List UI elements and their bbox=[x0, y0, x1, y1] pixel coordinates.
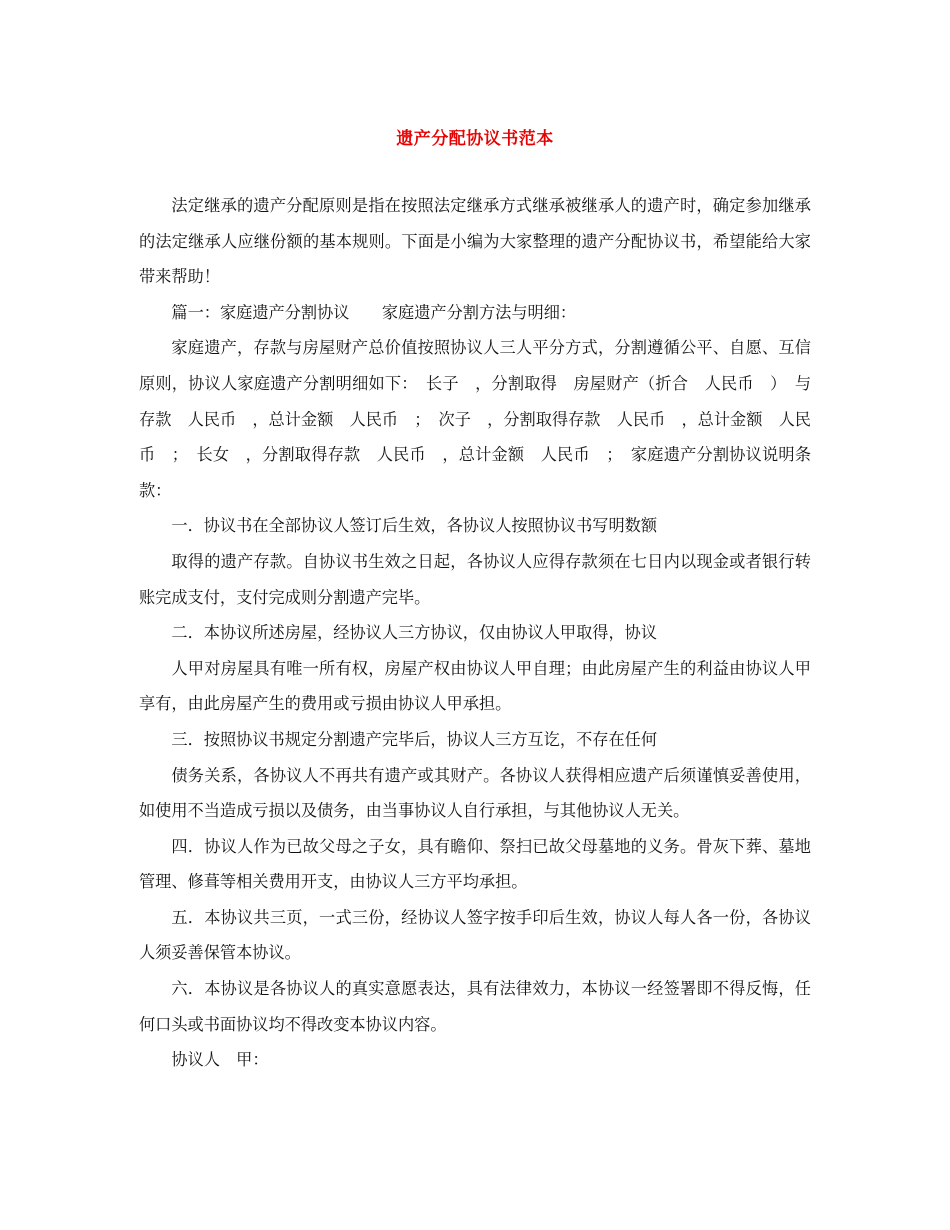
document-body bbox=[139, 188, 811, 1078]
paragraph-signatory: 协议人 甲： bbox=[171, 1050, 269, 1070]
paragraph-clause-2-body: 人甲对房屋具有唯一所有权，房屋产权由协议人甲自理；由此房屋产生的利益由协议人甲享有，由此房屋产生的费用或亏损由协议人甲承担。 bbox=[139, 658, 811, 714]
paragraph-clause-6: 六．本协议是各协议人的真实意愿表达，具有法律效力，本协议一经签署即不得反悔，任何口头或书面协议均不得改变本协议内容。 bbox=[139, 979, 811, 1034]
paragraph-section-heading: 篇一：家庭遗产分割协议 家庭遗产分割方法与明细： bbox=[171, 302, 577, 322]
paragraph-clause-3-body: 债务关系，各协议人不再共有遗产或其财产。各协议人获得相应遗产后须谨慎妥善使用，如使用不当造成亏损以及债务，由当事协议人自行承担，与其他协议人无关。 bbox=[139, 765, 811, 821]
paragraph-clause-2-heading: 二．本协议所述房屋，经协议人三方协议，仅由协议人甲取得，协议 bbox=[171, 623, 658, 643]
paragraph-clause-4: 四．协议人作为已故父母之子女，具有瞻仰、祭扫已故父母墓地的义务。骨灰下葬、墓地管理、修葺等相关费用开支，由协议人三方平均承担。 bbox=[139, 836, 811, 892]
document-title: 遗产分配协议书范本 bbox=[396, 129, 554, 149]
paragraph-clause-1-body: 取得的遗产存款。自协议书生效之日起，各协议人应得存款须在七日内以现金或者银行转账完成支付，支付完成则分割遗产完毕。 bbox=[139, 551, 811, 607]
paragraph-distribution-details: 家庭遗产，存款与房屋财产总价值按照协议人三人平分方式，分割遵循公平、自愿、互信原则，协议人家庭遗产分割明细如下： 长子 ，分割取得 房屋财产（折合 人民币 ） 与存款 人民币 ，总计金额 人民币 ； 次子 ，分割取得存款 人民币 ，总计金额 人民币 ； 长女 ，分割取得存款 人民币 ，总计金额 人民币 ； 家庭遗产分割协议说明条款： bbox=[139, 338, 811, 500]
paragraph-clause-5: 五．本协议共三页，一式三份，经协议人签字按手印后生效，协议人每人各一份，各协议人须妥善保管本协议。 bbox=[139, 907, 811, 963]
paragraph-clause-1-heading: 一．协议书在全部协议人签订后生效，各协议人按照协议书写明数额 bbox=[171, 516, 658, 536]
paragraph-clause-3-heading: 三．按照协议书规定分割遗产完毕后，协议人三方互讫，不存在任何 bbox=[171, 729, 658, 749]
paragraph-intro: 法定继承的遗产分配原则是指在按照法定继承方式继承被继承人的遗产时，确定参加继承的法定继承人应继份额的基本规则。下面是小编为大家整理的遗产分配协议书，希望能给大家带来帮助！ bbox=[139, 196, 811, 287]
